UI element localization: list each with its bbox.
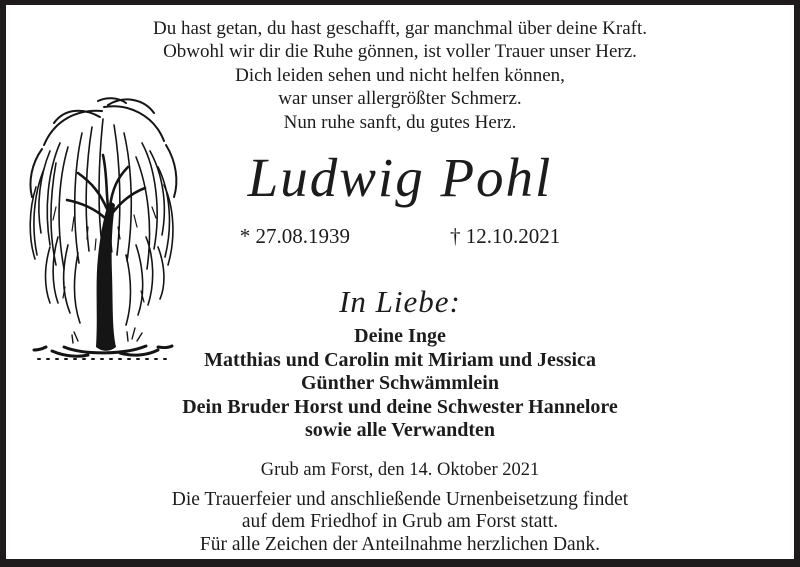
obituary-card-inner (6, 5, 794, 559)
mourner-line: Matthias und Carolin mit Miriam und Jessica (204, 348, 596, 371)
death-date: † 12.10.2021 (450, 224, 561, 248)
poem-line: Obwohl wir dir die Ruhe gönnen, ist voller Trauer unser Herz. (163, 41, 637, 63)
poem-line: Du hast getan, du hast geschafft, gar manchmal über deine Kraft. (153, 18, 647, 39)
birth-date: * 27.08.1939 (239, 224, 350, 248)
notice-line: Die Trauerfeier und anschließende Urnenbeisetzung findet (171, 489, 629, 510)
mourner-line: Günther Schwämmlein (301, 372, 499, 394)
poem-line: war unser allergrößter Schmerz. (278, 88, 522, 110)
mourner-line: sowie alle Verwandten (305, 419, 495, 441)
poem-line: Nun ruhe sanft, du gutes Herz. (283, 111, 517, 133)
dedication-heading: In Liebe: (339, 284, 461, 319)
mourners-list (6, 325, 794, 443)
mourner-line: Deine Inge (354, 325, 446, 347)
notice-line: auf dem Friedhof in Grub am Forst statt. (241, 511, 559, 533)
funeral-notice (6, 489, 794, 556)
notice-line: Für alle Zeichen der Anteilnahme herzlichen Dank. (199, 533, 601, 555)
poem-line: Dich leiden sehen und nicht helfen können, (235, 64, 565, 86)
mourner-line: Dein Bruder Horst und deine Schwester Hannelore (182, 395, 618, 418)
deceased-name: Ludwig Pohl (247, 147, 553, 208)
life-dates (6, 224, 794, 249)
place-date-line: Grub am Forst, den 14. Oktober 2021 (260, 460, 540, 480)
